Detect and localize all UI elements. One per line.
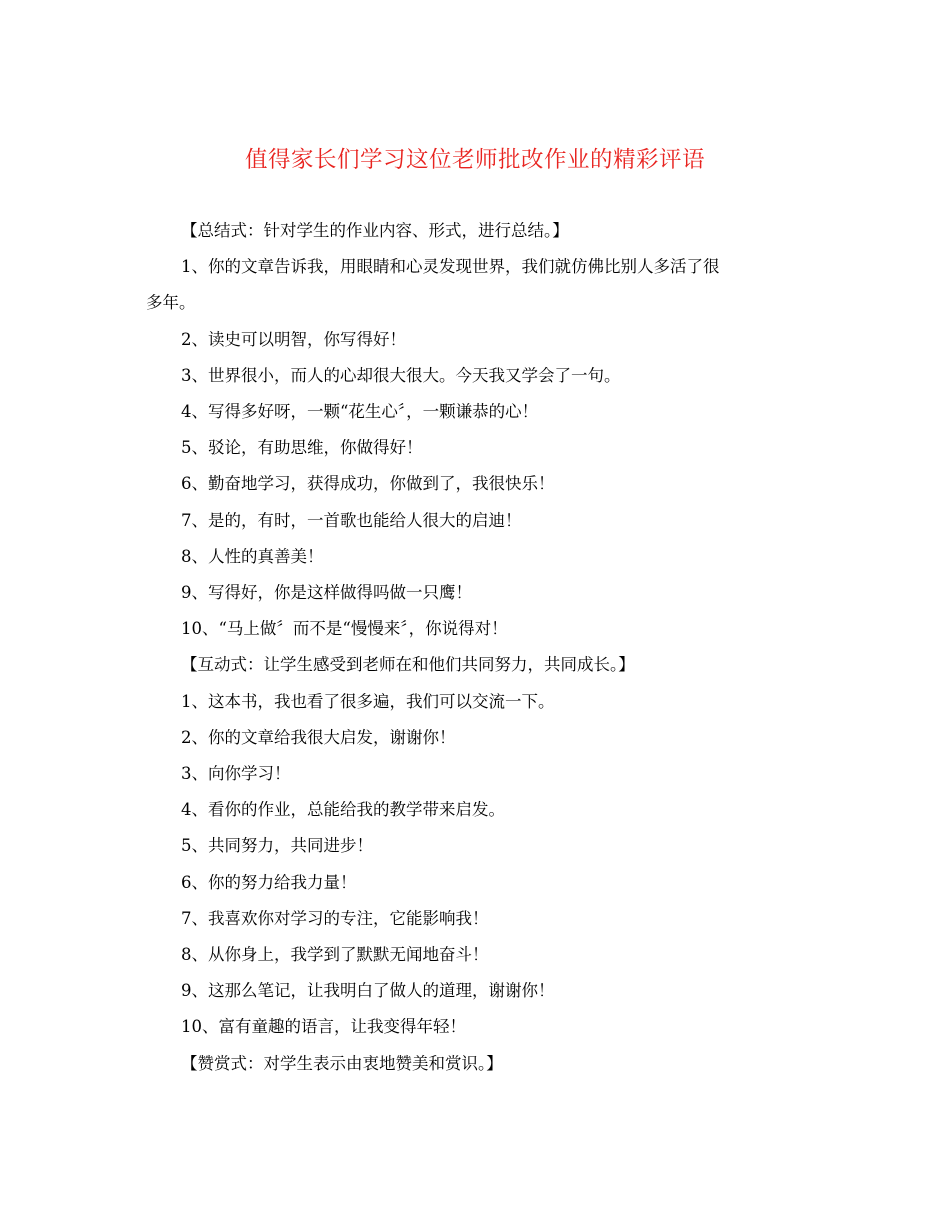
list-item: 5、驳论，有助思维，你做得好！ bbox=[181, 438, 423, 458]
list-item: 3、向你学习！ bbox=[181, 764, 291, 784]
list-item: 7、我喜欢你对学习的专注，它能影响我！ bbox=[181, 908, 489, 928]
list-item: 4、看你的作业，总能给我的教学带来启发。 bbox=[181, 800, 505, 820]
list-item-continuation: 多年。 bbox=[146, 293, 196, 313]
list-item: 4、写得多好呀，一颗“花生心〞，一颗谦恭的心！ bbox=[181, 402, 539, 422]
document-body bbox=[146, 213, 806, 1082]
list-item: 10、“马上做〞而不是“慢慢来〞，你说得对！ bbox=[181, 619, 508, 639]
list-item: 8、从你身上，我学到了默默无闻地奋斗！ bbox=[181, 945, 489, 965]
list-item: 3、世界很小，而人的心却很大很大。今天我又学会了一句。 bbox=[181, 365, 621, 385]
list-item: 2、读史可以明智，你写得好！ bbox=[181, 329, 406, 349]
document-title: 值得家长们学习这位老师批改作业的精彩评语 bbox=[244, 147, 705, 173]
list-item: 9、写得好，你是这样做得吗做一只鹰！ bbox=[181, 583, 472, 603]
list-item: 9、这那么笔记，让我明白了做人的道理，谢谢你！ bbox=[181, 981, 555, 1001]
list-item: 1、这本书，我也看了很多遍，我们可以交流一下。 bbox=[181, 691, 555, 711]
list-item: 6、勤奋地学习，获得成功，你做到了，我很快乐！ bbox=[181, 474, 555, 494]
list-item: 2、你的文章给我很大启发，谢谢你！ bbox=[181, 727, 456, 747]
list-item: 1、你的文章告诉我，用眼睛和心灵发现世界，我们就仿佛比别人多活了很 bbox=[181, 257, 720, 277]
list-item: 7、是的，有时，一首歌也能给人很大的启迪！ bbox=[181, 510, 522, 530]
section-heading: 【赞赏式：对学生表示由衷地赞美和赏识。】 bbox=[181, 1053, 503, 1073]
list-item: 10、富有童趣的语言，让我变得年轻！ bbox=[181, 1017, 466, 1037]
list-item: 5、共同努力，共同进步！ bbox=[181, 836, 373, 856]
list-item: 6、你的努力给我力量！ bbox=[181, 872, 357, 892]
list-item: 8、人性的真善美！ bbox=[181, 546, 324, 566]
section-heading: 【总结式：针对学生的作业内容、形式，进行总结。】 bbox=[181, 221, 569, 240]
section-heading: 【互动式：让学生感受到老师在和他们共同努力，共同成长。】 bbox=[181, 655, 635, 675]
